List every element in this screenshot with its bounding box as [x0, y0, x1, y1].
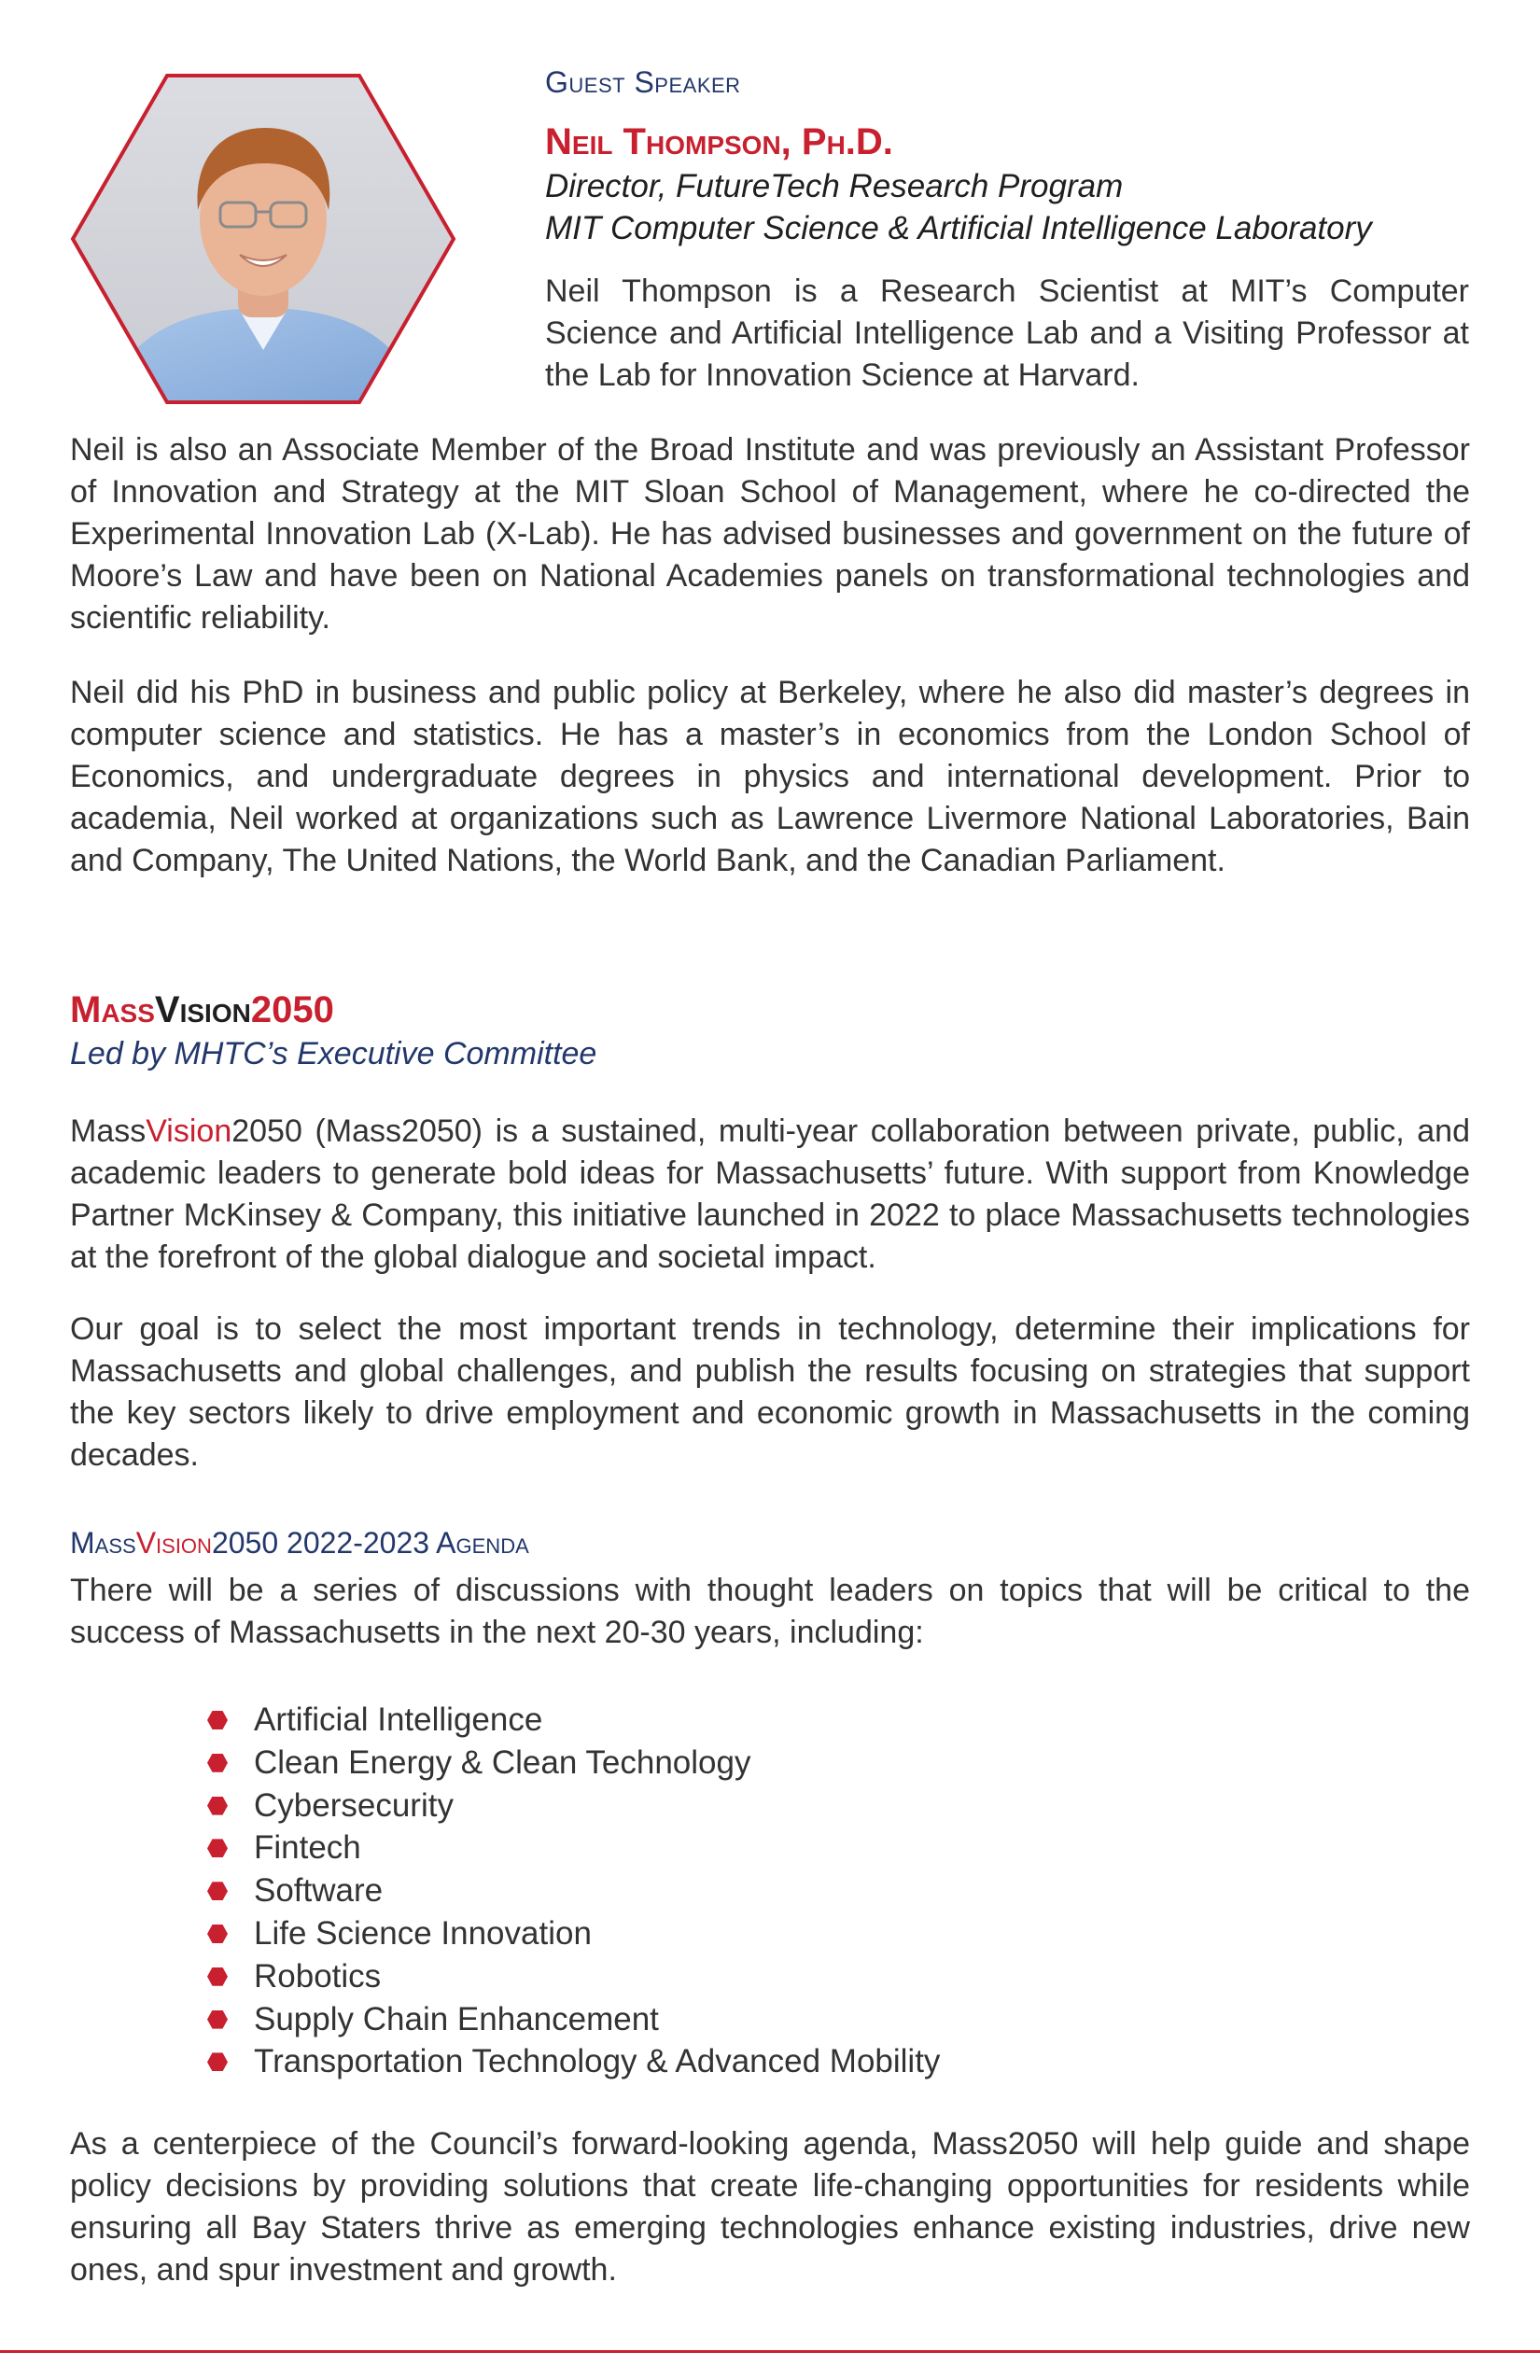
speaker-name: Neil Thompson, Ph.D. [545, 121, 893, 162]
speaker-bio-paragraph: Neil is also an Associate Member of the Broad Institute and was previously an Assistant Professor of Innovation and Strategy at the MIT Sloan School of Management, where he co-directed the Experimental Innovation Lab (X-Lab). He has advised businesses and government on the future of Moore’s Law and have been on National Academies panels on transformational technologies and scientific reliability. [70, 432, 1470, 636]
guest-speaker-label: Guest Speaker [545, 65, 741, 99]
heading-vision: Vision [135, 1526, 212, 1560]
hexagon-bullet-icon [207, 1797, 228, 1815]
footer-divider [0, 2350, 1540, 2353]
agenda-intro: There will be a series of discussions with thought leaders on topics that will be critical to the success of Massachusetts in the next 20-30 years, including: [70, 1573, 1470, 1650]
hexagon-bullet-icon [207, 1967, 228, 1986]
list-item: Life Science Innovation [207, 1912, 940, 1955]
list-item: Clean Energy & Clean Technology [207, 1742, 940, 1785]
list-item: Software [207, 1869, 940, 1912]
speaker-photo [67, 70, 459, 408]
list-item: Cybersecurity [207, 1785, 940, 1827]
paragraph-rest: 2050 (Mass2050) is a sustained, multi-year collaboration between private, public, and academic leaders to generate bold ideas for Massachusetts’ future. With support from Knowledge Partner McKinsey & Company, this initiative launched in 2022 to place Massachusetts technologies at the forefront of the global dialogue and societal impact. [70, 1113, 1470, 1275]
massvision-paragraph: Our goal is to select the most important trends in technology, determine their implications for Massachusetts and global challenges, and publish the results focusing on strategies that support the key sectors likely to drive employment and economic growth in Massachusetts in the coming decades. [70, 1311, 1470, 1473]
list-item: Fintech [207, 1827, 940, 1869]
massvision-paragraph [70, 1111, 1470, 1279]
massvision-subtitle: Led by MHTC’s Executive Committee [70, 1036, 597, 1071]
heading-rest: 2050 2022-2023 Agenda [211, 1526, 529, 1560]
massvision-heading [70, 989, 334, 1031]
speaker-affiliation: MIT Computer Science & Artificial Intelligence Laboratory [545, 210, 1372, 246]
hexagon-bullet-icon [207, 1754, 228, 1772]
list-item: Artificial Intelligence [207, 1699, 940, 1742]
list-item: Transportation Technology & Advanced Mobility [207, 2040, 940, 2083]
speaker-bio-intro: Neil Thompson is a Research Scientist at MIT’s Computer Science and Artificial Intelligence Lab and a Visiting Professor at the Lab for Innovation Science at Harvard. [545, 273, 1469, 393]
closing-paragraph: As a centerpiece of the Council’s forward-looking agenda, Mass2050 will help guide and shape policy decisions by providing solutions that create life-changing opportunities for residents while ensuring all Bay Staters thrive as emerging technologies enhance existing industries, drive new ones, and spur investment and growth. [70, 2126, 1470, 2288]
list-item: Robotics [207, 1955, 940, 1998]
heading-year: 2050 [250, 989, 334, 1030]
speaker-bio-paragraph: Neil did his PhD in business and public policy at Berkeley, where he also did master’s degrees in computer science and statistics. He has a master’s in economics from the London School of Economics, and undergraduate degrees in physics and international development. Prior to academia, Neil worked at organizations such as Lawrence Livermore National Laboratories, Bain and Company, The United Nations, the World Bank, and the Canadian Parliament. [70, 675, 1470, 878]
hexagon-bullet-icon [207, 2052, 228, 2071]
hexagon-bullet-icon [207, 2010, 228, 2029]
heading-vision: Vision [154, 989, 251, 1030]
heading-mass: Mass [70, 989, 155, 1030]
mass-word: Mass [70, 1113, 147, 1149]
agenda-list [207, 1699, 940, 2083]
hexagon-bullet-icon [207, 1882, 228, 1900]
speaker-title: Director, FutureTech Research Program [545, 168, 1124, 204]
hexagon-bullet-icon [207, 1925, 228, 1943]
agenda-heading [70, 1526, 529, 1561]
hexagon-bullet-icon [207, 1711, 228, 1729]
heading-mass: Mass [70, 1526, 136, 1560]
hexagon-bullet-icon [207, 1839, 228, 1857]
list-item: Supply Chain Enhancement [207, 1998, 940, 2041]
vision-word: Vision [146, 1113, 232, 1149]
